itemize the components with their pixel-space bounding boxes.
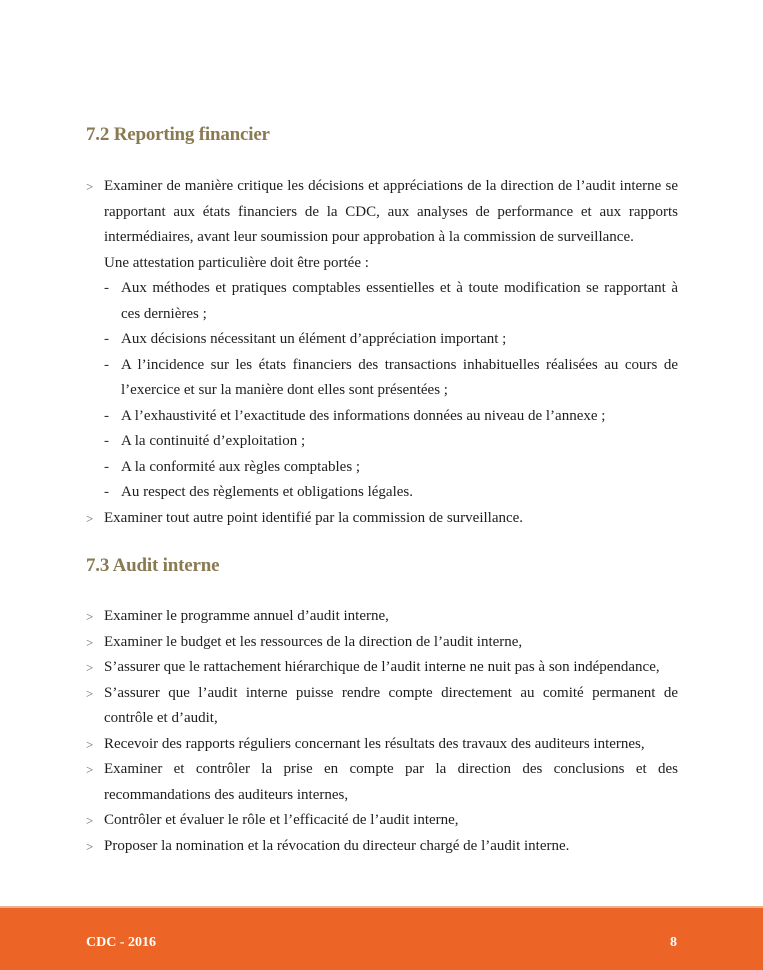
reporting-financier-list <box>86 174 678 531</box>
dash-bullet-icon: - <box>104 280 109 296</box>
list-item-text: Proposer la nomination et la révocation du directeur chargé de l’audit interne. <box>104 837 570 854</box>
section-heading-reporting-financier: 7.2 Reporting financier <box>86 124 270 145</box>
sublist-item <box>104 353 678 404</box>
sublist-item-text: Au respect des règlements et obligations légales. <box>121 484 413 500</box>
sublist-item <box>104 429 678 455</box>
chevron-bullet-icon: > <box>86 510 94 526</box>
dash-bullet-icon: - <box>104 458 109 475</box>
sublist-item <box>104 480 678 506</box>
chevron-bullet-icon: > <box>86 736 94 752</box>
dash-bullet-icon: - <box>104 331 109 347</box>
list-item <box>86 630 678 656</box>
chevron-bullet-icon: > <box>86 685 94 701</box>
list-item-text: Contrôler et évaluer le rôle et l’efficacité de l’audit interne, <box>104 812 459 828</box>
dash-bullet-icon: - <box>104 356 109 373</box>
list-item-text: Examiner tout autre point identifié par la commission de surveillance. <box>104 509 524 526</box>
chevron-bullet-icon: > <box>86 634 94 650</box>
dash-bullet-icon: - <box>104 407 109 424</box>
sublist-item-text: A la continuité d’exploitation ; <box>121 433 306 449</box>
sublist-item-text: Aux méthodes et pratiques comptables essentielles et à toute modification se rapportant à ces dernières ; <box>121 280 678 322</box>
list-item <box>86 681 678 732</box>
audit-interne-list <box>86 604 678 859</box>
chevron-bullet-icon: > <box>86 660 94 675</box>
list-item <box>86 604 678 630</box>
list-item-text: Examiner de manière critique les décisions et appréciations de la direction de l’audit interne se rapportant aux états financiers de la CDC, aux analyses de performance et aux rapports intermédiaires, avant leur soumission pour approbation à la commission de surveillance. <box>104 178 678 245</box>
sublist-item <box>104 455 678 481</box>
sublist-item <box>104 327 678 353</box>
list-item <box>86 834 678 860</box>
list-item <box>86 655 678 681</box>
list-item <box>86 808 678 834</box>
chevron-bullet-icon: > <box>86 609 94 624</box>
footer-document-label: CDC - 2016 <box>86 935 156 950</box>
chevron-bullet-icon: > <box>86 838 94 854</box>
list-item <box>86 506 678 532</box>
list-item <box>86 174 678 251</box>
chevron-bullet-icon: > <box>86 762 94 777</box>
chevron-bullet-icon: > <box>86 813 94 828</box>
sublist-item <box>104 276 678 327</box>
list-item-text: Recevoir des rapports réguliers concernant les résultats des travaux des auditeurs internes, <box>104 735 645 752</box>
list-item-text: Examiner le programme annuel d’audit interne, <box>104 608 389 624</box>
sublist-item-text: Aux décisions nécessitant un élément d’appréciation important ; <box>121 331 507 347</box>
attestation-note: Une attestation particulière doit être portée : <box>104 254 369 271</box>
list-item-text: S’assurer que l’audit interne puisse rendre compte directement au comité permanent de contrôle et d’audit, <box>104 684 678 726</box>
list-item-text: Examiner le budget et les ressources de la direction de l’audit interne, <box>104 633 523 650</box>
list-item-text: S’assurer que le rattachement hiérarchique de l’audit interne ne nuit pas à son indépendance, <box>104 659 660 675</box>
page-number: 8 <box>670 935 677 950</box>
dash-bullet-icon: - <box>104 484 109 500</box>
chevron-bullet-icon: > <box>86 179 94 194</box>
list-item <box>86 757 678 808</box>
page-footer <box>0 908 763 970</box>
list-item-text: Examiner et contrôler la prise en compte par la direction des conclusions et des recommandations des auditeurs internes, <box>104 761 678 803</box>
sublist-item-text: A la conformité aux règles comptables ; <box>121 458 361 475</box>
sublist-item-text: A l’exhaustivité et l’exactitude des informations données au niveau de l’annexe ; <box>121 407 606 424</box>
sublist-item <box>104 404 678 430</box>
attestation-sublist <box>86 276 678 506</box>
dash-bullet-icon: - <box>104 433 109 449</box>
section-heading-audit-interne: 7.3 Audit interne <box>86 555 220 576</box>
list-item <box>86 732 678 758</box>
sublist-item-text: A l’incidence sur les états financiers des transactions inhabituelles réalisées au cours de l’exercice et sur la manière dont elles sont présentées ; <box>121 356 678 398</box>
